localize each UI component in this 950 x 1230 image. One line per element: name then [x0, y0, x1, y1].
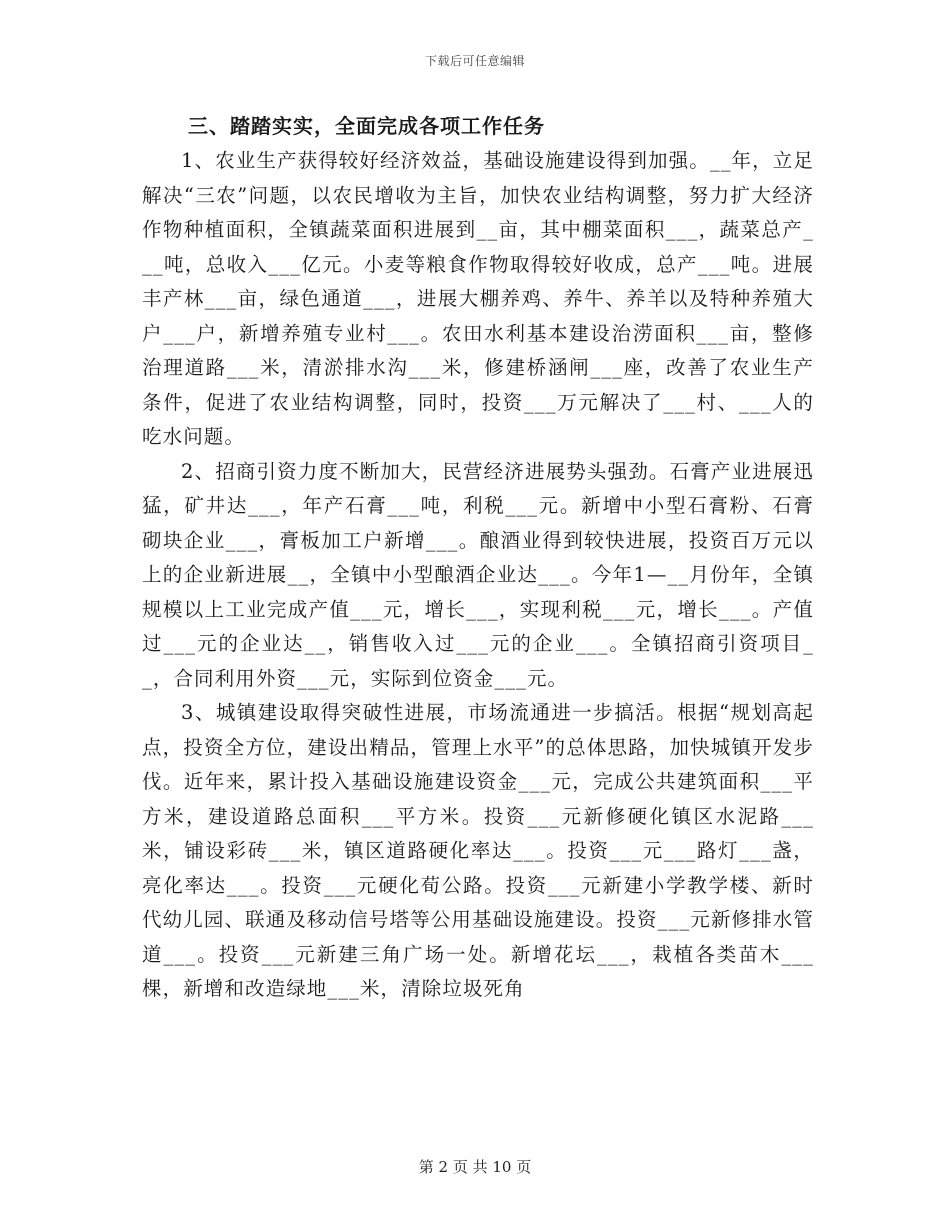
paragraph-investment: 2、招商引资力度不断加大，民营经济进展势头强劲。石膏产业进展迅猛，矿井达___，年产石膏___吨，利税___元。新增中小型石膏粉、石膏砌块企业___，膏板加工户新增___。酿酒业得到较快进展，投资百万元以上的企业新进展__，全镇中小型酿酒企业达___。今年1—__月份年，全镇规模以上工业完成产值___元，增长___，实现利税___元，增长___。产值过___元的企业达__，销售收入过___元的企业___。全镇招商引资项目__，合同利用外资___元，实际到位资金___元。 [142, 459, 814, 690]
paragraph-urban-construction: 3、城镇建设取得突破性进展，市场流通进一步搞活。根据“规划高起点，投资全方位，建设出精品，管理上水平”的总体思路，加快城镇开发步伐。近年来，累计投入基础设施建设资金___元，完成公共建筑面积___平方米，建设道路总面积___平方米。投资___元新修硬化镇区水泥路___米，铺设彩砖___米，镇区道路硬化率达___。投资___元___路灯___盏，亮化率达___。投资___元硬化荀公路。投资___元新建小学教学楼、新时代幼儿园、联通及移动信号塔等公用基础设施建设。投资___元新修排水管道___。投资___元新建三角广场一处。新增花坛___，栽植各类苗木___棵，新增和改造绿地___米，清除垃圾死角 [142, 701, 814, 1000]
page-header-note: 下载后可任意编辑 [424, 54, 525, 68]
section-heading: 三、踏踏实实，全面完成各项工作任务 [188, 114, 545, 138]
page-footer-indicator: 第 2 页 共 10 页 [418, 1158, 532, 1176]
document-body [142, 108, 814, 1007]
paragraph-agriculture: 1、农业生产获得较好经济效益，基础设施建设得到加强。__年，立足解决“三农”问题，以农民增收为主旨，加快农业结构调整，努力扩大经济作物种植面积，全镇蔬菜面积进展到__亩，其中棚菜面积___，蔬菜总产___吨，总收入___亿元。小麦等粮食作物取得较好收成，总产___吨。进展丰产林___亩，绿色通道___，进展大棚养鸡、养牛、养羊以及特种养殖大户___户，新增养殖专业村___。农田水利基本建设治涝面积___亩，整修治理道路___米，清淤排水沟___米，修建桥涵闸___座，改善了农业生产条件，促进了农业结构调整，同时，投资___万元解决了___村、___人的吃水问题。 [142, 149, 814, 448]
